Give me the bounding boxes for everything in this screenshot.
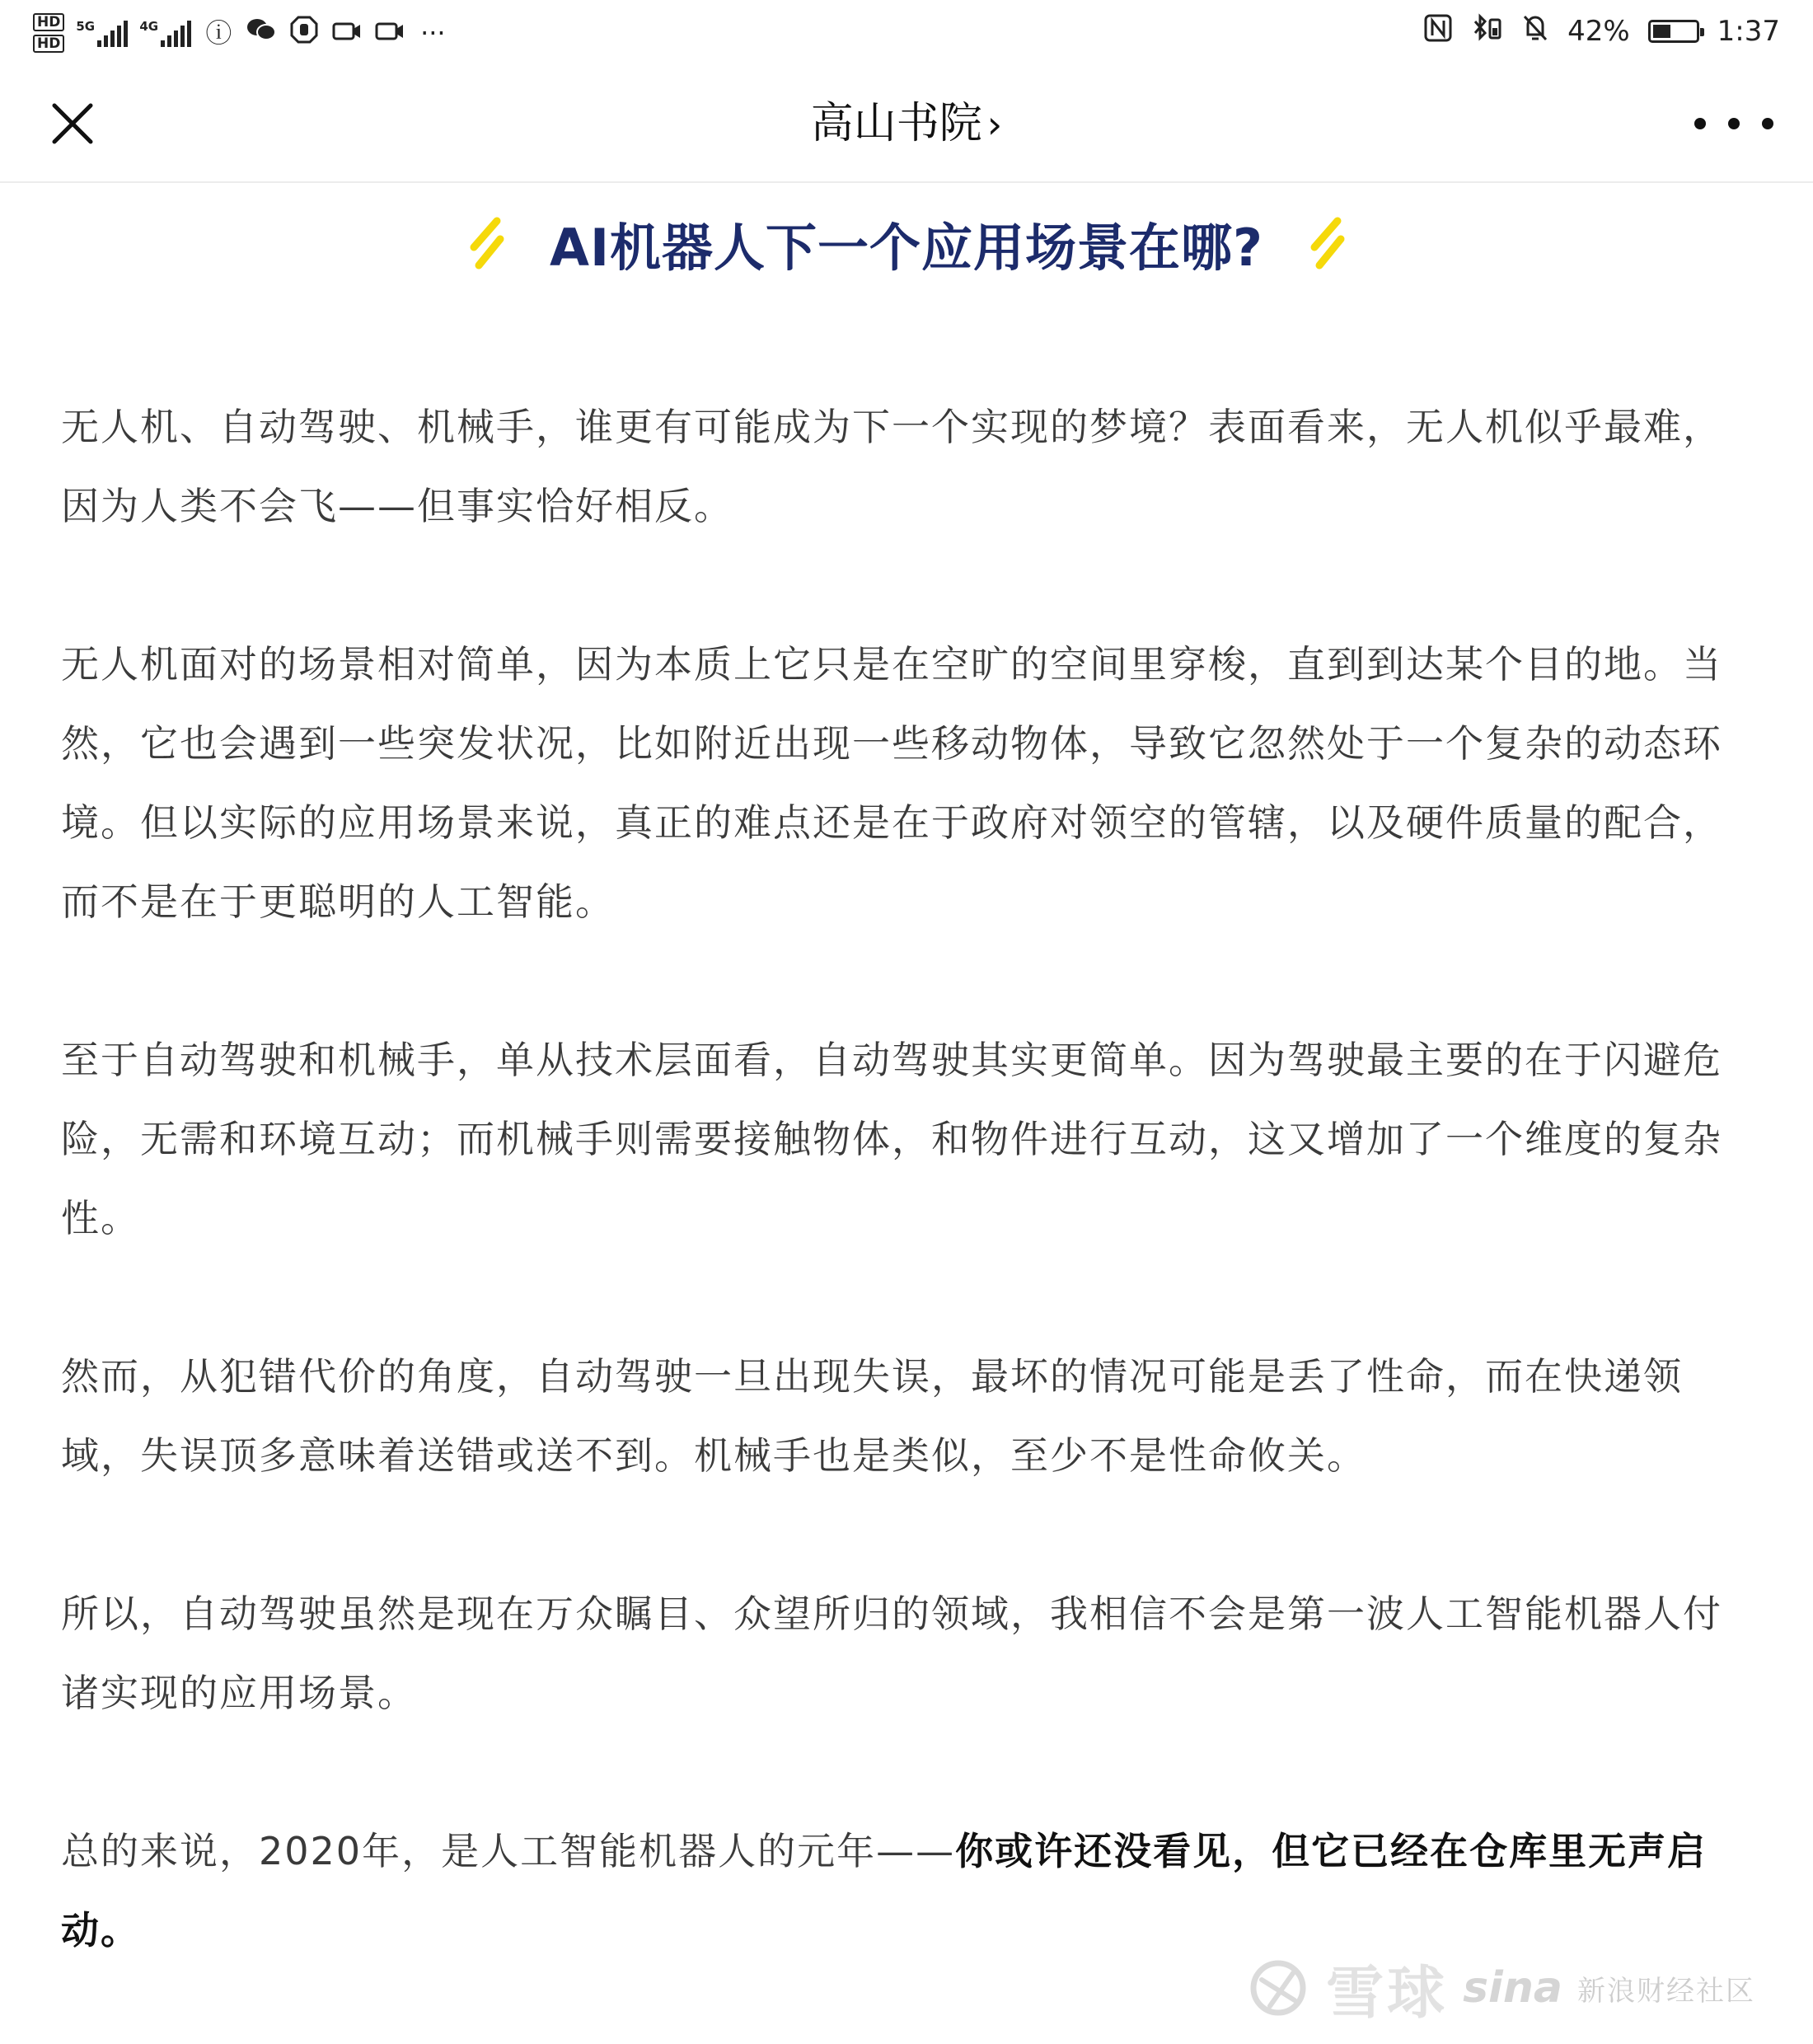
nav-header: [0, 63, 1813, 183]
account-name: 高山书院: [810, 99, 982, 148]
paragraph: 无人机面对的场景相对简单，因为本质上它只是在空旷的空间里穿梭，直到到达某个目的地。当然，它也会遇到一些突发状况，比如附近出现一些移动物体，导致它忽然处于一个复杂的动态环境。但以实际的应用场景来说，真正的难点还是在于政府对领空的管辖，以及硬件质量的配合，而不是在于更聪明的人工智能。: [61, 642, 1722, 924]
more-options-button[interactable]: [1694, 109, 1773, 138]
bluetooth-icon: [1470, 13, 1503, 50]
article-body: [61, 387, 1747, 2044]
wechat-icon: [246, 16, 277, 49]
network-5g-label: 5G: [76, 19, 96, 34]
status-left: [33, 8, 448, 58]
battery-percent: 42%: [1567, 15, 1630, 48]
dot-icon: [1728, 118, 1740, 129]
signal-5g-icon: [76, 19, 128, 47]
nfc-icon: [1424, 14, 1452, 49]
chevron-right-icon: ›: [986, 102, 1003, 147]
dot-icon: [1762, 118, 1773, 129]
alert-icon: ⓘ: [205, 17, 232, 49]
more-notifications-icon: ···: [420, 17, 446, 49]
hd-label-2: HD: [33, 35, 64, 53]
battery-fill: [1653, 25, 1670, 38]
clock: 1:37: [1717, 15, 1780, 48]
account-title-link[interactable]: [0, 94, 1813, 154]
sina-wordmark: sina: [1463, 1963, 1562, 2013]
conclusion-emphasis: 你或许还没看见，但它已经在仓库里无声启动。: [61, 1829, 1708, 1953]
lightning-left-icon: [466, 214, 507, 272]
hd-indicator: [33, 13, 64, 53]
camera-icon: [331, 16, 363, 49]
camera-icon: [374, 16, 405, 49]
paragraph: 至于自动驾驶和机械手，单从技术层面看，自动驾驶其实更简单。因为驾驶最主要的在于闪避危险，无需和环境互动；而机械手则需要接触物体，和物件进行互动，这又增加了一个维度的复杂性。: [61, 1038, 1722, 1240]
signal-4g-icon: [139, 19, 191, 47]
watermark: [1245, 1947, 1755, 2029]
hd-label-1: HD: [33, 13, 64, 31]
mute-icon: [1521, 13, 1549, 50]
paragraph: 所以，自动驾驶虽然是现在万众瞩目、众望所归的领域，我相信不会是第一波人工智能机器人付诸实现的应用场景。: [61, 1592, 1722, 1715]
article-title: AI机器人下一个应用场景在哪?: [549, 217, 1264, 278]
battery-icon: [1648, 20, 1699, 43]
xueqiu-wordmark: 雪球: [1326, 1958, 1449, 2027]
conclusion-text: 总的来说，2020年，是人工智能机器人的元年——: [61, 1829, 956, 1873]
lightning-right-icon: [1306, 214, 1347, 272]
hand-icon: [288, 16, 320, 51]
network-4g-label: 4G: [139, 19, 159, 34]
status-right: [1424, 8, 1780, 54]
sina-community-label: 新浪财经社区: [1577, 1974, 1755, 2008]
status-bar: [0, 0, 1813, 63]
xueqiu-logo-icon: [1245, 1955, 1311, 2021]
paragraph: 无人机、自动驾驶、机械手，谁更有可能成为下一个实现的梦境？表面看来，无人机似乎最难，因为人类不会飞——但事实恰好相反。: [61, 405, 1722, 528]
dot-icon: [1694, 118, 1706, 129]
paragraph: 然而，从犯错代价的角度，自动驾驶一旦出现失误，最坏的情况可能是丢了性命，而在快递领域，失误顶多意味着送错或送不到。机械手也是类似，至少不是性命攸关。: [61, 1354, 1683, 1478]
article-title-block: [0, 206, 1813, 280]
